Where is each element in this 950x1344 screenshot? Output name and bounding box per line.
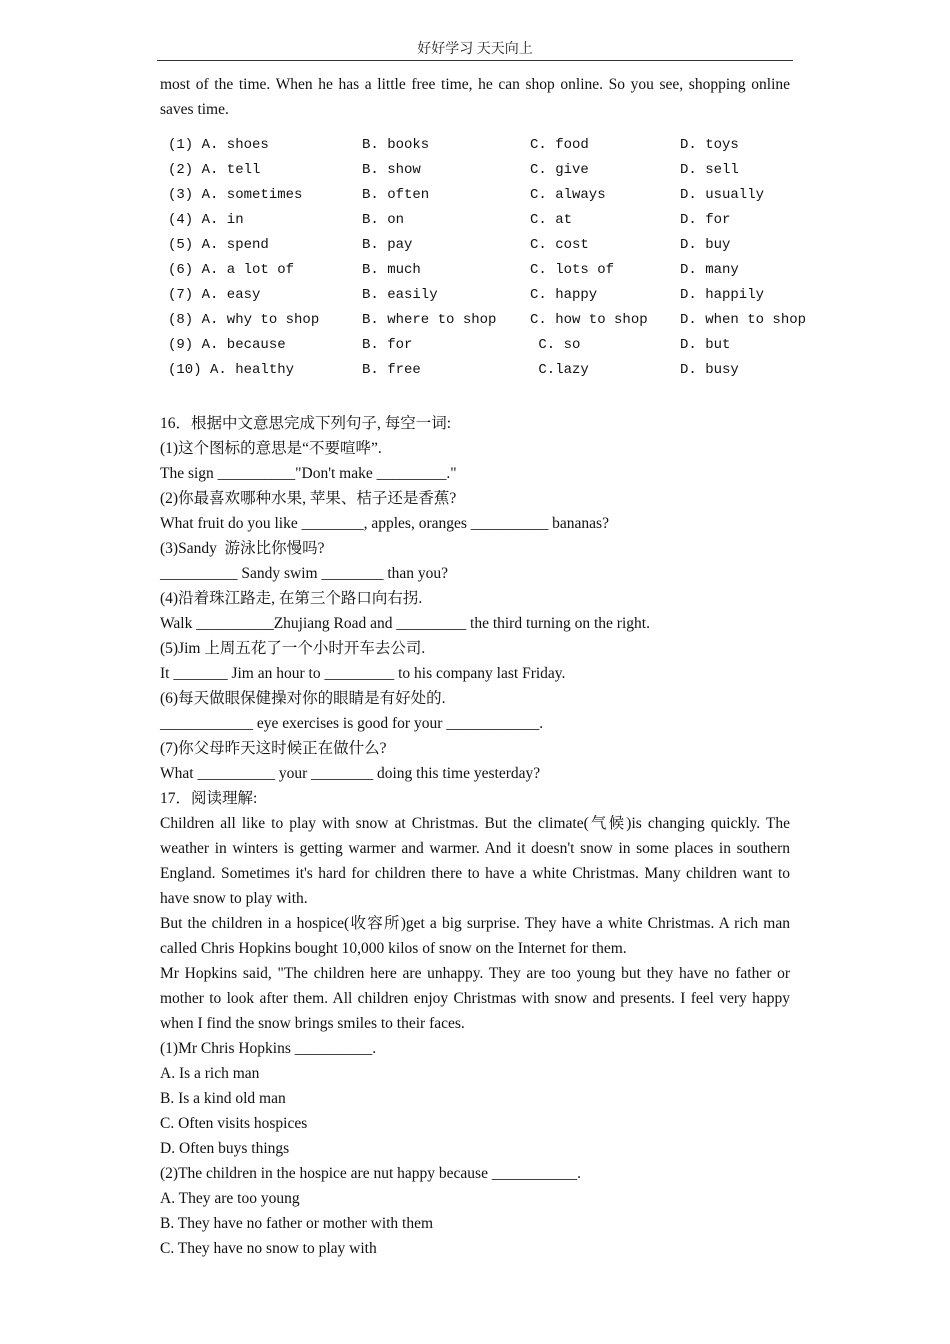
q16-line: (1)这个图标的意思是“不要喧哗”. xyxy=(160,440,382,457)
q16-line: (7)你父母昨天这时候正在做什么? xyxy=(160,740,387,757)
document-body xyxy=(160,72,807,1261)
q16-line: It _______ Jim an hour to _________ to his company last Friday. xyxy=(160,665,566,682)
option-b: B. often xyxy=(362,187,430,203)
option-row xyxy=(168,258,790,283)
option-row xyxy=(168,358,790,383)
passage-ending: most of the time. When he has a little free time, he can shop online. So you see, shopping online saves time. xyxy=(160,76,790,118)
option-b: B. pay xyxy=(362,237,413,253)
option-c: C. at xyxy=(530,212,573,228)
page-header: 好好学习 天天向上 xyxy=(417,42,533,57)
option-b: B. books xyxy=(362,137,430,153)
q16-line: (6)每天做眼保健操对你的眼睛是有好处的. xyxy=(160,690,446,707)
option-a: (2) A. tell xyxy=(168,162,261,178)
q16-line: (4)沿着珠江路走, 在第三个路口向右拐. xyxy=(160,590,423,607)
option-c: C. lots of xyxy=(530,262,615,278)
option-a: (6) A. a lot of xyxy=(168,262,295,278)
option-b: B. where to shop xyxy=(362,312,497,328)
option-a: (4) A. in xyxy=(168,212,244,228)
question-17-title: 17．阅读理解: xyxy=(160,790,258,807)
option-b: B. on xyxy=(362,212,405,228)
options-table xyxy=(168,133,807,383)
option-c: C. how to shop xyxy=(530,312,648,328)
option-a: (9) A. because xyxy=(168,337,286,353)
reading-paragraph: But the children in a hospice(收容所)get a big surprise. They have a white Christmas. A rich man called Chris Hopkins bought 10,000 kilos of snow on the Internet for them. xyxy=(160,915,790,957)
q16-line: The sign __________"Don't make _________." xyxy=(160,465,457,482)
q16-line: __________ Sandy swim ________ than you? xyxy=(160,565,449,582)
q16-line: (2)你最喜欢哪种水果, 苹果、桔子还是香蕉? xyxy=(160,490,457,507)
option-row xyxy=(168,233,790,258)
option-b: B. easily xyxy=(362,287,438,303)
q17-choice: A. They are too young xyxy=(160,1190,300,1207)
option-b: B. free xyxy=(362,362,421,378)
option-row xyxy=(168,133,790,158)
q17-choice: C. They have no snow to play with xyxy=(160,1240,377,1257)
reading-paragraph: Children all like to play with snow at Christmas. But the climate(气候)is changing quickly. The weather in winters is getting warmer and warmer. And it doesn't snow in some places in southern England. Sometimes it's hard for children there to have a white Christmas. Many children want to have snow to play with. xyxy=(160,815,790,907)
option-row xyxy=(168,283,790,308)
option-c: C. always xyxy=(530,187,606,203)
option-a: (10) A. healthy xyxy=(168,362,295,378)
option-c: C. give xyxy=(530,162,589,178)
option-row xyxy=(168,158,790,183)
option-d: D. but xyxy=(680,337,731,353)
q16-line: ____________ eye exercises is good for your ____________. xyxy=(160,715,544,732)
q17-choice: D. Often buys things xyxy=(160,1140,290,1157)
option-a: (3) A. sometimes xyxy=(168,187,303,203)
q16-line: What fruit do you like ________, apples, oranges __________ bananas? xyxy=(160,515,609,532)
option-d: D. buy xyxy=(680,237,731,253)
option-a: (8) A. why to shop xyxy=(168,312,320,328)
option-d: D. for xyxy=(680,212,731,228)
option-d: D. busy xyxy=(680,362,739,378)
option-d: D. toys xyxy=(680,137,739,153)
option-row xyxy=(168,333,790,358)
option-b: B. much xyxy=(362,262,421,278)
option-a: (7) A. easy xyxy=(168,287,261,303)
option-c: C. happy xyxy=(530,287,598,303)
q17-choice: B. Is a kind old man xyxy=(160,1090,286,1107)
option-c: C. food xyxy=(530,137,589,153)
q17-question: (2)The children in the hospice are nut happy because ___________. xyxy=(160,1165,581,1182)
q17-question: (1)Mr Chris Hopkins __________. xyxy=(160,1040,377,1057)
question-16-title: 16．根据中文意思完成下列句子, 每空一词: xyxy=(160,415,452,432)
option-d: D. sell xyxy=(680,162,739,178)
option-d: D. happily xyxy=(680,287,765,303)
option-b: B. show xyxy=(362,162,421,178)
q16-line: (3)Sandy 游泳比你慢吗? xyxy=(160,540,325,557)
q17-choice: A. Is a rich man xyxy=(160,1065,260,1082)
q16-line: What __________ your ________ doing this time yesterday? xyxy=(160,765,541,782)
option-c: C.lazy xyxy=(530,362,589,378)
option-b: B. for xyxy=(362,337,413,353)
q16-line: (5)Jim 上周五花了一个小时开车去公司. xyxy=(160,640,426,657)
option-row xyxy=(168,208,790,233)
option-a: (5) A. spend xyxy=(168,237,269,253)
option-d: D. when to shop xyxy=(680,312,807,328)
q17-choice: B. They have no father or mother with them xyxy=(160,1215,434,1232)
q17-choice: C. Often visits hospices xyxy=(160,1115,308,1132)
reading-paragraph: Mr Hopkins said, "The children here are unhappy. They are too young but they have no father or mother to look after them. All children enjoy Christmas with snow and presents. I feel very happy when I find the snow brings smiles to their faces. xyxy=(160,965,790,1032)
option-a: (1) A. shoes xyxy=(168,137,269,153)
option-c: C. cost xyxy=(530,237,589,253)
section-spacer xyxy=(160,383,790,411)
option-d: D. usually xyxy=(680,187,765,203)
option-d: D. many xyxy=(680,262,739,278)
header-divider xyxy=(157,60,793,61)
q16-line: Walk __________Zhujiang Road and _________ the third turning on the right. xyxy=(160,615,650,632)
option-row xyxy=(168,308,807,333)
option-row xyxy=(168,183,790,208)
option-c: C. so xyxy=(530,337,581,353)
